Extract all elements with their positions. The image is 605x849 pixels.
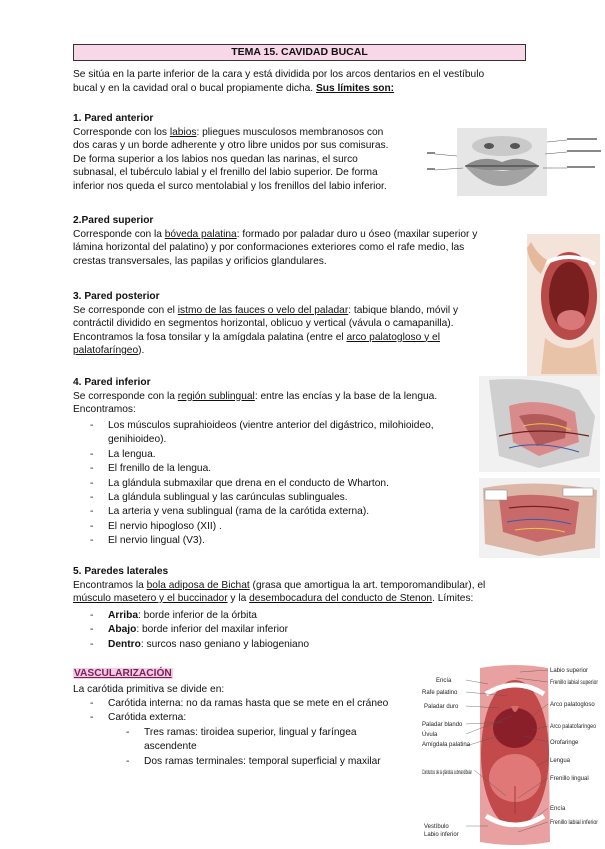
section-heading: 4. Pared inferior (73, 377, 151, 388)
term-region-sublingual: región sublingual (177, 390, 255, 402)
text: (grasa que amortigua la art. temporomandibular), el (249, 579, 486, 591)
list-item (90, 419, 434, 448)
section-pared-posterior (73, 290, 458, 358)
section-heading: 1. Pared anterior (73, 113, 154, 124)
text: . Límites: (432, 593, 474, 604)
list-item: - El frenillo de la lengua. (90, 462, 434, 476)
carotid-list (90, 697, 388, 726)
section-line (73, 228, 477, 242)
oral-cavity-diagram (420, 666, 600, 844)
text: : tabique blando, móvil y (348, 304, 459, 316)
section-line: lámina horizontal del palatino) y por conformaciones exteriores como el rafe medio, las (73, 242, 465, 253)
section-heading: 3. Pared posterior (73, 291, 160, 302)
sublingual-dissection-figure (479, 478, 600, 558)
diagram-label: Lengua (550, 758, 571, 764)
diagram-label: Paladar blando (422, 722, 463, 728)
intro-text: bucal y en la cavidad oral o bucal propiamente dicha. (73, 82, 316, 94)
limit-label: Arriba (108, 610, 139, 621)
term-masetero-buccinador: músculo masetero y el buccinador (73, 593, 228, 604)
intro-line: Se sitúa en la parte inferior de la cara y está dividida por los arcos dentarios en el vestíbulo (73, 69, 485, 80)
section-line: crestas transversales, las papilas y orificios glandulares. (73, 255, 327, 267)
intro-line (73, 82, 484, 96)
limit-label: Abajo (108, 624, 137, 636)
text: Corresponde con la (73, 228, 165, 240)
page-title: TEMA 15. CAVIDAD BUCAL (73, 44, 526, 61)
section-line: De forma superior a los labios nos quedan las narinas, el surco (73, 153, 358, 165)
list-item: - La glándula sublingual y las carúnculas sublinguales. (90, 491, 434, 505)
section-line: contráctil dividido en segmentos horizontal, oblicuo y vertical (vávula o camapanilla). (73, 318, 454, 329)
sublingual-contents-list (90, 419, 434, 549)
section-pared-anterior (73, 112, 388, 193)
diagram-label: Vestíbulo (424, 824, 449, 830)
term-palatofaringeo: palatofaríngeo (73, 345, 139, 356)
diagram-label: Frenillo labial superior (550, 680, 598, 686)
list-item: - Carótida interna: no da ramas hasta que se mete en el cráneo (90, 697, 388, 711)
list-item-text: Los músculos suprahioideos (vientre anterior del digástrico, milohioideo, (108, 420, 434, 431)
list-item: - Carótida externa: (90, 711, 388, 725)
text: Encontramos la fosa tonsilar y la amígdala palatina (entre el (73, 331, 347, 343)
diagram-label: Encía (550, 806, 566, 812)
limit-text: : borde inferior de la órbita (138, 610, 257, 621)
section-line: inferior nos queda el surco mentolabial y los frenillos del labio inferior. (73, 180, 387, 192)
diagram-label: Arco palatofaríngeo (550, 724, 597, 730)
intro-paragraph (73, 68, 484, 95)
submandibular-dissection-figure (479, 376, 600, 472)
text: Se corresponde con el (73, 304, 178, 316)
list-item: - La glándula submaxilar que drena en el conducto de Wharton. (90, 477, 434, 491)
term-conducto-stenon: desembocadura del conducto de Stenon (249, 593, 433, 604)
section-line: Encontramos: (73, 404, 136, 415)
section-line: subnasal, el tubérculo labial y el frenillo del labio superior. De forma (73, 167, 378, 178)
vasc-intro: La carótida primitiva se divide en: (73, 684, 225, 695)
list-item-text: genihioideo). (108, 434, 167, 446)
limit-text: : borde inferior del maxilar inferior (136, 624, 289, 636)
section-line (73, 126, 388, 140)
text: y la (227, 593, 250, 604)
diagram-label: Úvula (422, 732, 438, 738)
section-line (73, 390, 437, 404)
term-arco-palatogloso: arco palatogloso y el (346, 331, 440, 343)
limit-label: Dentro (108, 638, 141, 650)
external-carotid-branches (126, 726, 381, 769)
text: : entre las encías y la base de la lengua. (254, 390, 438, 402)
section-paredes-laterales (73, 565, 485, 606)
text: : formado por paladar duro u óseo (maxilar superior y (236, 228, 478, 240)
list-item-text: ascendente (144, 741, 197, 753)
section-line (73, 304, 458, 318)
section-line (73, 344, 458, 358)
term-bola-bichat: bola adiposa de Bichat (146, 579, 250, 591)
lips-figure (427, 124, 605, 200)
open-mouth-figure (527, 234, 600, 376)
section-heading: 5. Paredes laterales (73, 566, 169, 577)
section-line (73, 579, 485, 593)
list-item (90, 609, 309, 623)
text: Corresponde con los (73, 126, 170, 138)
diagram-label: Orofaringe (550, 740, 579, 746)
list-item: - La lengua. (90, 448, 434, 462)
intro-emphasis: Sus límites son: (315, 82, 395, 94)
list-item (90, 623, 309, 637)
diagram-label: Conductos de la glándula submandibular (422, 770, 472, 776)
list-item (90, 638, 309, 652)
limit-text: : surcos naso geniano y labiogeniano (140, 638, 310, 650)
term-istmo-fauces: istmo de las fauces o velo del paladar (177, 304, 349, 316)
diagram-label: Encía (436, 678, 452, 684)
diagram-label: Labio inferior (424, 832, 459, 838)
diagram-label: Paladar duro (424, 704, 459, 710)
term-labios: labios (169, 126, 197, 138)
diagram-label: Frenillo labial inferior (550, 820, 598, 826)
text: Se corresponde con la (73, 390, 178, 402)
diagram-label: Rafe palatino (422, 690, 458, 696)
section-line (73, 331, 458, 345)
list-item: - El nervio lingual (V3). (90, 534, 434, 548)
list-item (126, 726, 381, 755)
list-item: - El nervio hipogloso (XII) . (90, 520, 434, 534)
section-pared-superior (73, 214, 477, 268)
list-item: - La arteria y vena sublingual (rama de la carótida externa). (90, 505, 434, 519)
list-item: - Dos ramas terminales: temporal superficial y maxilar (126, 755, 381, 769)
section-heading: 2.Pared superior (73, 215, 154, 226)
section-pared-inferior (73, 376, 437, 417)
section-line (73, 592, 485, 606)
text: : pliegues musculosos membranosos con (196, 126, 384, 138)
diagram-label: Frenillo lingual (550, 776, 589, 782)
diagram-label: Arco palatogloso (550, 702, 595, 708)
text: Encontramos la (73, 579, 147, 591)
limits-list (90, 609, 309, 652)
diagram-label: Labio superior (550, 668, 589, 674)
vascularizacion-heading: VASCULARIZACIÓN (74, 668, 172, 679)
term-boveda-palatina: bóveda palatina (164, 228, 237, 240)
text: ). (138, 345, 145, 356)
diagram-label: Amígdala palatina (422, 742, 471, 748)
section-line: dos caras y un borde adherente y otro libre unidos por sus comisuras. (73, 140, 389, 151)
list-item-text: Tres ramas: tiroidea superior, lingual y faríngea (144, 727, 357, 738)
